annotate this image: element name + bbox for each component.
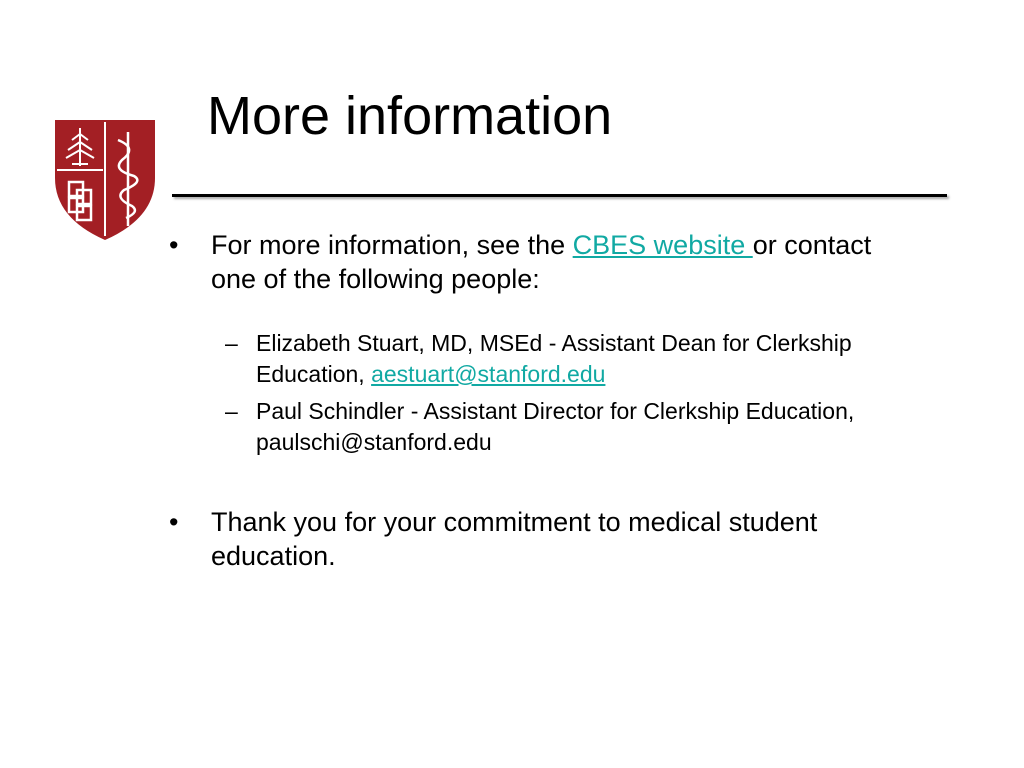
- contact-item-paul-schindler: [225, 396, 855, 458]
- title-underline: [172, 194, 947, 197]
- contact-line-1: Paul Schindler - Assistant Director for Clerkship Education,: [256, 398, 855, 424]
- bullet-marker: •: [169, 507, 179, 537]
- slide-title: More information: [207, 86, 613, 146]
- contact-text: Education,: [256, 361, 372, 387]
- aestuart-email-link[interactable]: aestuart@stanford.edu: [371, 361, 606, 387]
- bullet-text: For more information, see the: [211, 230, 573, 260]
- dash-marker: –: [225, 398, 238, 424]
- contact-item-elizabeth-stuart: [225, 328, 852, 390]
- bullet-text: or contact: [752, 230, 872, 260]
- bullet-marker: •: [169, 230, 179, 260]
- bullet-thank-you: [169, 505, 818, 573]
- contact-line-2: [256, 359, 852, 390]
- bullet-more-information: [169, 228, 872, 296]
- contact-line-2: paulschi@stanford.edu: [256, 429, 492, 455]
- bullet-line-1: [211, 228, 871, 262]
- bullet-line-1: Thank you for your commitment to medical student: [211, 507, 818, 537]
- bullet-line-2: one of the following people:: [211, 264, 540, 294]
- cbes-website-link[interactable]: CBES website: [572, 230, 753, 260]
- contact-line-1: Elizabeth Stuart, MD, MSEd - Assistant Dean for Clerkship: [256, 330, 852, 356]
- stanford-medicine-shield-icon: [52, 118, 158, 242]
- bullet-line-2: education.: [211, 541, 336, 571]
- dash-marker: –: [225, 330, 238, 356]
